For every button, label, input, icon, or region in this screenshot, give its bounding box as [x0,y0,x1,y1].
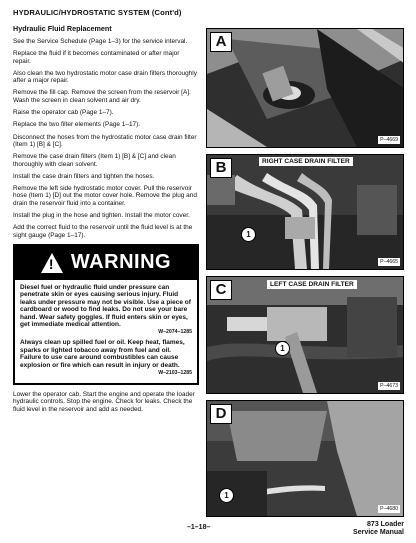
figure-b-photo [206,154,404,270]
step-paragraph: Remove the case drain filters (Item 1) [B] & [C] and clean thoroughly with clean solvent. [13,153,176,168]
figure-letter: A [210,32,232,52]
figure-code: P–4680 [380,506,398,512]
warning-code: W–2103–1285 [158,370,192,376]
warning-header [15,246,197,280]
step-paragraph: Replace the two filter elements (Page 1–17). [13,121,141,129]
figure-caption: RIGHT CASE DRAIN FILTER [259,157,353,166]
step-paragraph: Raise the operator cab (Page 1–7). [13,109,114,117]
step-paragraph: Install the plug in the hose and tighten. Install the motor cover. [13,212,190,220]
figure-column [206,28,404,523]
warning-heading: WARNING [70,251,172,274]
step-paragraph: Also clean the two hydrostatic motor case drain filters thoroughly after a major repair. [13,69,197,85]
item-callout: 1 [241,227,256,242]
right-filter-photo-image [207,155,404,269]
figure-c-photo [206,276,404,394]
figure-letter: B [210,158,232,178]
figure-code: P–4669 [380,137,398,143]
figure-letter: D [210,404,232,424]
warning-body [15,280,197,383]
step-paragraph: Install the case drain filters and tighten the hoses. [13,172,155,180]
step-paragraph: Replace the fluid if it becomes contaminated or after major repair. [13,50,180,65]
figure-d-photo [206,400,404,517]
reservoir-photo-image [207,29,404,147]
step-paragraph: Add the correct fluid to the reservoir until the fluid level is at the sight gauge (Page 1–17). [13,224,193,239]
step-paragraph: Disconnect the hoses from the hydrostatic motor case drain filter (Item 1) [B] & [C]. [13,133,197,148]
step-paragraph: Remove the fill cap. Remove the screen from the reservoir [A]. Wash the screen in clean solvent and air dry. [13,89,191,104]
page-title: HYDRAULIC/HYDROSTATIC SYSTEM (Cont'd) [13,8,182,17]
figure-a-photo [206,28,404,148]
step-paragraph: See the Service Schedule (Page 1–3) for the service interval. [13,38,188,45]
footer-model [353,521,404,537]
warning-text: Diesel fuel or hydraulic fluid under pressure can penetrate skin or eyes causing serious injury. Fluid leaks under pressure may not be visible. Use a piece of cardboard or wood to find leaks. Do not use your bare hand. Wear safety goggles. If fluid enters skin or eyes, get immediate medical attention. [20,283,191,328]
figure-caption: LEFT CASE DRAIN FILTER [267,280,357,289]
left-column [13,24,199,418]
figure-code: P–4673 [380,383,398,389]
section-title: Hydraulic Fluid Replacement [13,24,112,33]
manual-name: Service Manual [353,529,404,536]
figure-letter: C [210,280,232,300]
left-filter-photo-image [207,277,404,393]
warning-code: W–2074–1285 [158,329,192,336]
warning-text: Always clean up spilled fuel or oil. Keep heat, flames, sparks or lighted tobacco away from fuel and oil. Failure to use care around combustibles can cause explosion or fire which can result in injury or death. [20,339,185,369]
model-name: 873 Loader [367,521,404,528]
item-callout: 1 [275,341,290,356]
closing-paragraph: Lower the operator cab. Start the engine and operate the loader hydraulic controls. Stop the engine. Check for leaks. Check the fluid level in the reservoir and add as needed. [13,391,195,413]
item-callout: 1 [219,488,234,503]
reservoir-hose-photo-image [207,401,404,516]
page-number: –1–18– [187,524,211,531]
figure-code: P–4665 [380,259,398,265]
warning-box [13,244,199,385]
warning-triangle-icon: ! [41,253,63,273]
step-paragraph: Remove the left side hydrostatic motor cover. Pull the reservoir hose (Item 1) [D] out the motor cover hole. Remove the plug and drain the reservoir fluid into a container. [13,185,197,207]
